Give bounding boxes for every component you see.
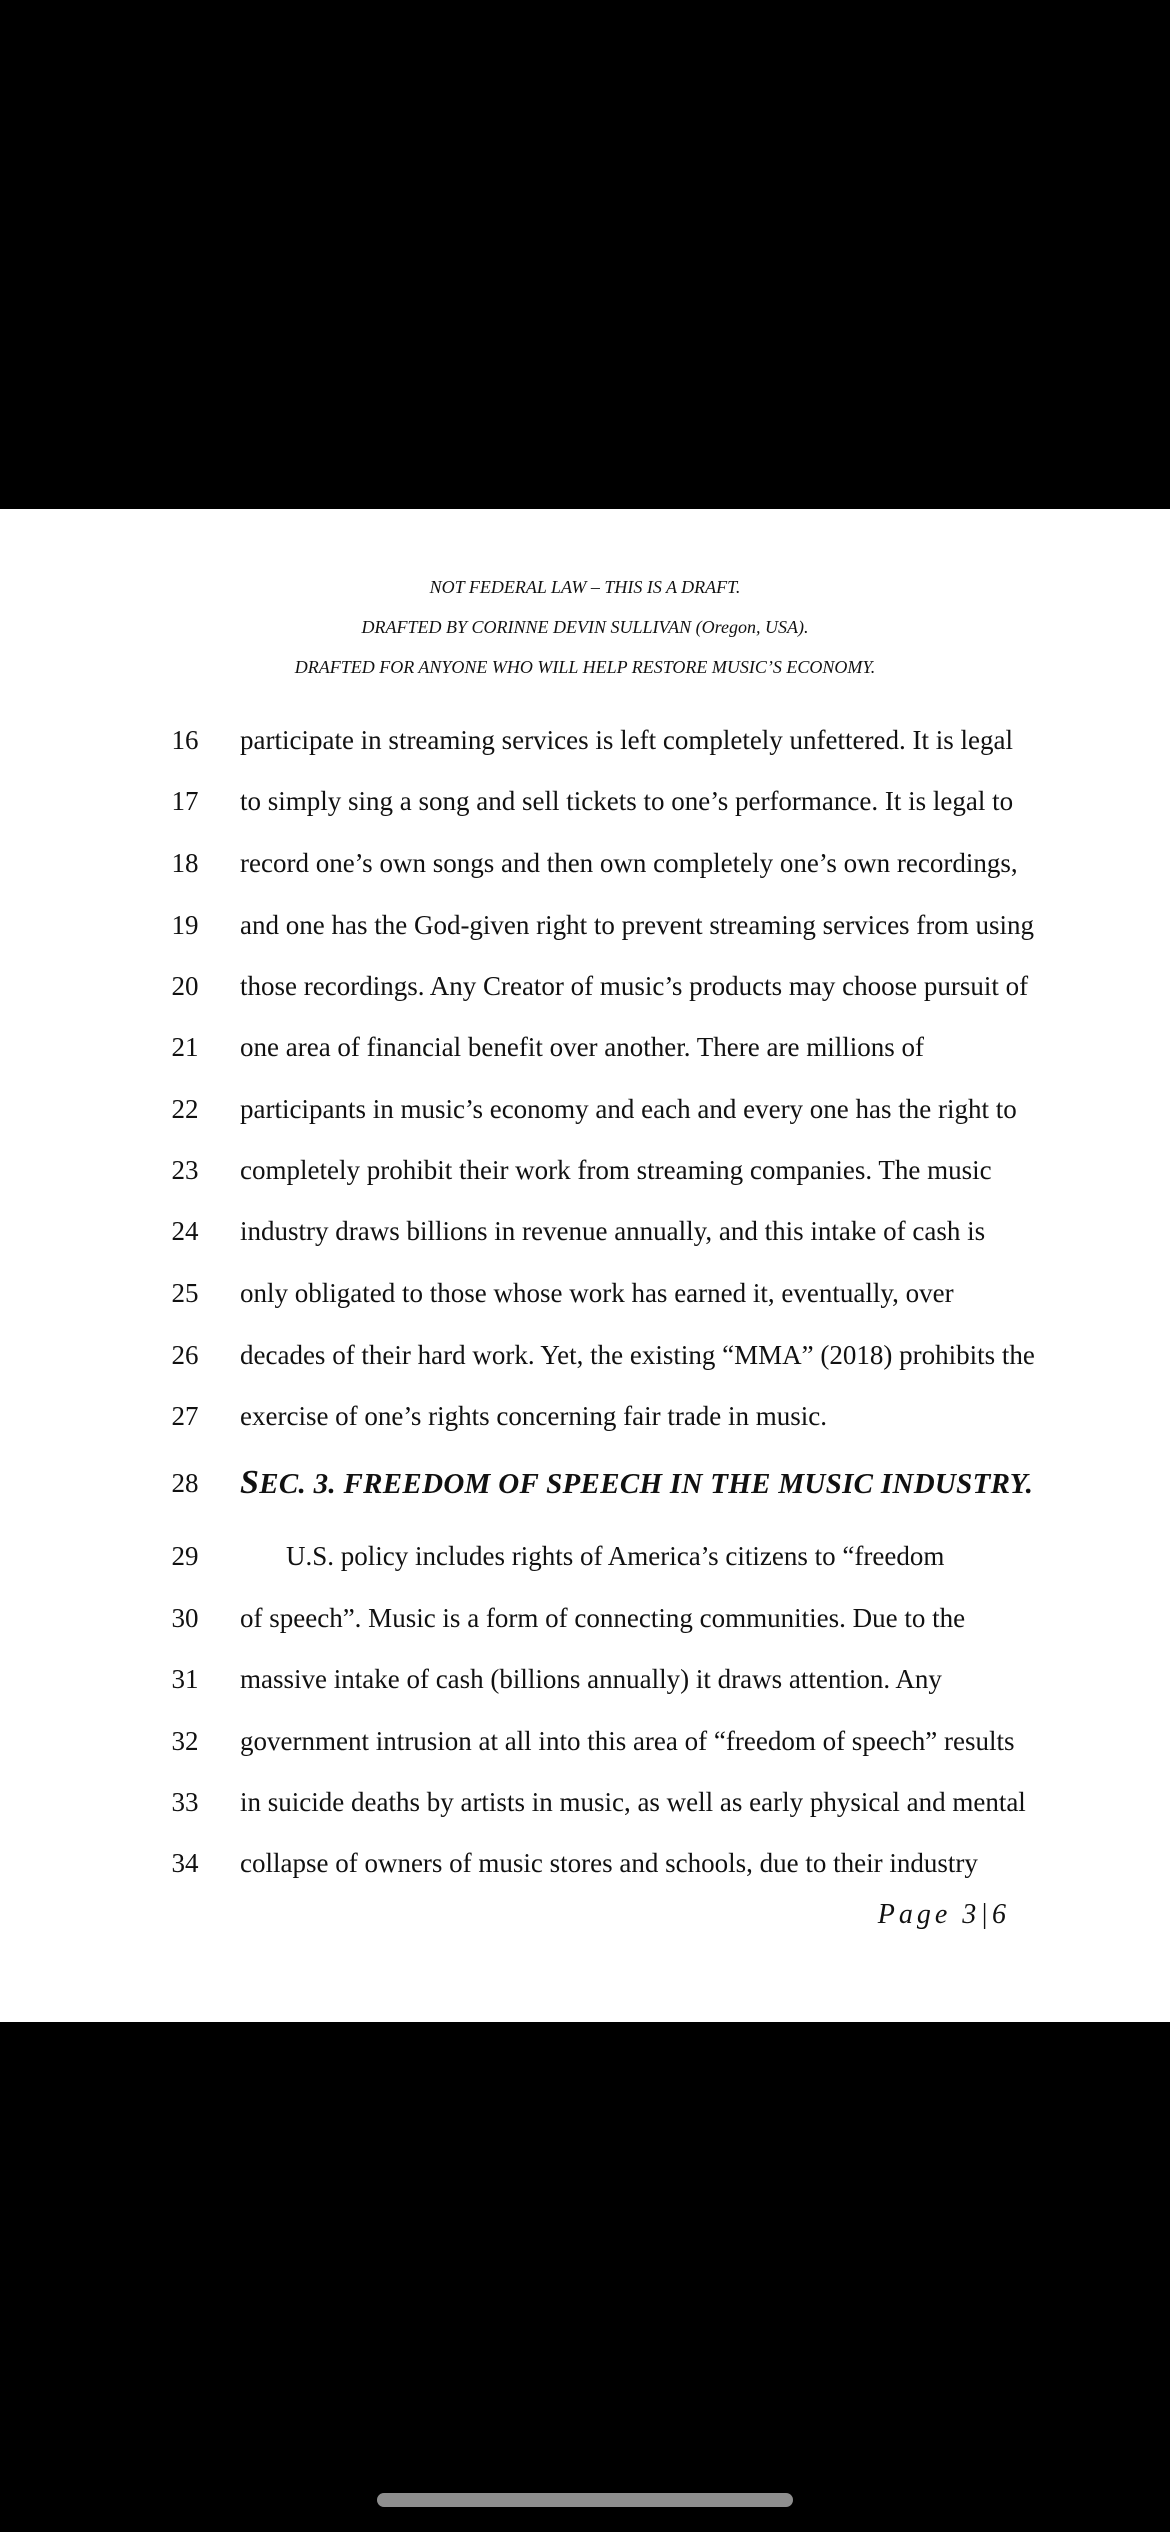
text-line: [0, 966, 1170, 1006]
line-number: 33: [171, 1787, 199, 1817]
home-indicator[interactable]: [377, 2493, 793, 2507]
purpose-notice: DRAFTED FOR ANYONE WHO WILL HELP RESTORE MUSIC’S ECONOMY.: [294, 657, 876, 677]
section-heading: [0, 1463, 1170, 1503]
text-line: [0, 1150, 1170, 1190]
line-number: 26: [171, 1340, 199, 1370]
line-number: 27: [171, 1401, 199, 1431]
line-number: 25: [171, 1278, 199, 1308]
line-text: participate in streaming services is left completely unfettered. It is legal: [240, 725, 1013, 755]
text-line: [0, 1089, 1170, 1129]
line-text: of speech”. Music is a form of connecting communities. Due to the: [240, 1603, 966, 1633]
line-number: 21: [171, 1032, 199, 1062]
line-text: one area of financial benefit over another. There are millions of: [240, 1032, 924, 1062]
text-line: [0, 1396, 1170, 1436]
section-title: [240, 1463, 1033, 1504]
line-number: 22: [171, 1094, 199, 1124]
line-text: participants in music’s economy and each and every one has the right to: [240, 1094, 1017, 1124]
line-text: only obligated to those whose work has earned it, eventually, over: [240, 1278, 954, 1308]
draft-notice: NOT FEDERAL LAW – THIS IS A DRAFT.: [429, 577, 741, 597]
text-line: [0, 1273, 1170, 1313]
line-text: decades of their hard work. Yet, the existing “MMA” (2018) prohibits the: [240, 1340, 1035, 1370]
line-text: to simply sing a song and sell tickets to one’s performance. It is legal to: [240, 786, 1014, 816]
text-line: [0, 1335, 1170, 1375]
line-number: 30: [171, 1603, 199, 1633]
line-text: in suicide deaths by artists in music, as well as early physical and mental: [240, 1787, 1026, 1817]
line-number: 18: [171, 848, 199, 878]
text-line: [0, 1027, 1170, 1067]
section-title-rest: EC. 3. FREEDOM OF SPEECH IN THE MUSIC INDUSTRY.: [259, 1468, 1034, 1500]
line-text: collapse of owners of music stores and schools, due to their industry: [240, 1848, 978, 1878]
line-number: 29: [171, 1541, 199, 1571]
line-number: 31: [171, 1664, 199, 1694]
line-number: 34: [171, 1848, 199, 1878]
line-text: government intrusion at all into this area of “freedom of speech” results: [240, 1726, 1015, 1756]
section-title-initial: S: [240, 1464, 260, 1501]
line-text: industry draws billions in revenue annually, and this intake of cash is: [240, 1216, 986, 1246]
line-number: 32: [171, 1726, 199, 1756]
line-number: 20: [171, 971, 199, 1001]
line-text: completely prohibit their work from streaming companies. The music: [240, 1155, 992, 1185]
document-page: [0, 509, 1170, 2022]
author-notice: DRAFTED BY CORINNE DEVIN SULLIVAN (Oregon, USA).: [361, 617, 809, 637]
line-text: U.S. policy includes rights of America’s citizens to “freedom: [286, 1541, 945, 1571]
line-number: 16: [171, 725, 199, 755]
text-line: [0, 1598, 1170, 1638]
line-number: 28: [171, 1468, 199, 1498]
text-line: [0, 1211, 1170, 1251]
line-number: 23: [171, 1155, 199, 1185]
text-line: [0, 781, 1170, 821]
line-number: 17: [171, 786, 199, 816]
line-text: massive intake of cash (billions annually) it draws attention. Any: [240, 1664, 942, 1694]
text-line: [0, 1782, 1170, 1822]
line-number: 19: [171, 910, 199, 940]
text-line: [0, 1843, 1170, 1883]
text-line: [0, 1659, 1170, 1699]
page-number: Page 3|6: [877, 1899, 1010, 1930]
text-line: [0, 720, 1170, 760]
text-line: [0, 1536, 1170, 1576]
text-line: [0, 1721, 1170, 1761]
line-text: record one’s own songs and then own completely one’s own recordings,: [240, 848, 1018, 878]
line-text: exercise of one’s rights concerning fair trade in music.: [240, 1401, 828, 1431]
line-text: and one has the God-given right to prevent streaming services from using: [240, 910, 1035, 940]
line-text: those recordings. Any Creator of music’s products may choose pursuit of: [240, 971, 1029, 1001]
line-number: 24: [171, 1216, 199, 1246]
text-line: [0, 905, 1170, 945]
text-line: [0, 843, 1170, 883]
